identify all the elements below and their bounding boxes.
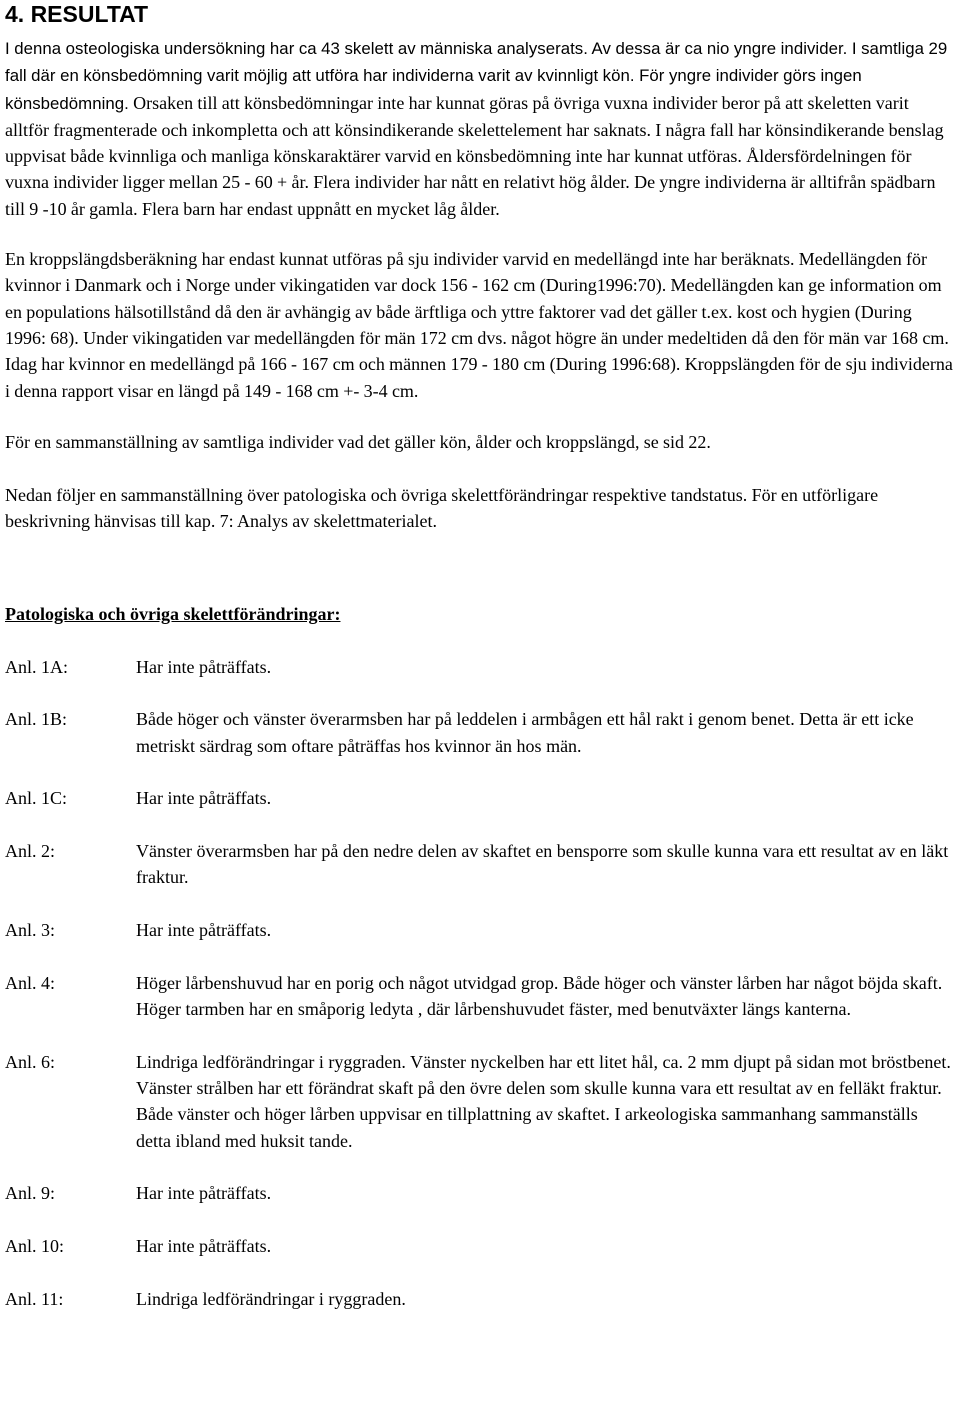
entry-text: Har inte påträffats. — [136, 656, 272, 677]
entry-label: Anl. 9: — [5, 1183, 56, 1204]
entry-text: Lindriga ledförändringar i ryggraden. Vänster nyckelben har ett litet hål, ca. 2 mm djupt på sidan mot bröstbenet. Vänster strålben har ett förändrat skaft på den övre delen som skulle kunna vara ett resultat av en felläkt fraktur. Både vänster och höger lårben uppvisar en tillplattning av skaftet. I arkeologiska sammanhang sammanställs detta ibland med huksit tande. — [136, 1051, 951, 1151]
entry-text: Höger lårbenshuvud har en porig och något utvidgad grop. Både höger och vänster lårben har något böjda skaft. Höger tarmben har en småporig ledyta , där lårbenshuvudet fäster, med benutväxter längs kanterna. — [136, 972, 943, 1020]
pathology-entry-anl-10 — [5, 1233, 953, 1259]
paragraph-results-continuation: Orsaken till att könsbedömningar inte har kunnat göras på övriga vuxna individer beror på att skeletten varit alltför fragmenterade och inkompletta och att könsindikerande skelettelement har saknats. I några fall har könsindikerande benslag uppvisat både kvinnliga och manliga könskaraktärer varvid en könsbedömning inte har kunnat utföras. Åldersfördelningen för vuxna individer ligger mellan 25 - 60 + år. Flera individer har nått en relativt hög ålder. De yngre individerna är alltifrån spädbarn till 9 -10 år gamla. Flera barn har endast uppnått en mycket låg ålder. — [5, 92, 944, 219]
entry-text: Har inte påträffats. — [136, 920, 272, 941]
entry-text: Lindriga ledförändringar i ryggraden. — [136, 1288, 406, 1309]
pathology-entry-anl-3 — [5, 917, 953, 943]
entry-label: Anl. 11: — [5, 1288, 64, 1309]
entry-label: Anl. 10: — [5, 1236, 65, 1257]
pathology-entry-anl-4 — [5, 970, 953, 1023]
pathology-entry-anl-9 — [5, 1180, 953, 1206]
entry-label: Anl. 4: — [5, 972, 56, 993]
pathology-entry-anl-1a — [5, 654, 953, 680]
entry-text: Vänster överarmsben har på den nedre delen av skaftet en bensporre som skulle kunna vara ett resultat av en läkt fraktur. — [136, 841, 949, 888]
entry-text: Har inte påträffats. — [136, 788, 272, 809]
paragraph-results-intro: I denna osteologiska undersökning har ca 43 skelett av människa analyserats. Av dessa är ca nio yngre individer. I samtliga 29 fall där en könsbedömning varit möjlig att utföra har individerna varit av kvinnligt kön. För yngre individer görs ingen könsbedömning. — [5, 39, 948, 113]
entry-label: Anl. 2: — [5, 841, 56, 862]
entry-label: Anl. 1A: — [5, 656, 68, 677]
entry-text: Har inte påträffats. — [136, 1236, 272, 1257]
pathology-section-title: Patologiska och övriga skelettförändringar: — [5, 603, 341, 624]
paragraph-results-summary — [5, 35, 953, 222]
section-heading: 4. RESULTAT — [5, 1, 149, 27]
pathology-entry-anl-1b — [5, 706, 953, 759]
entry-label: Anl. 6: — [5, 1051, 56, 1072]
paragraph-compilation-note: Nedan följer en sammanställning över patologiska och övriga skelettförändringar respektive tandstatus. För en utförligare beskrivning hänvisas till kap. 7: Analys av skelettmaterialet. — [5, 485, 879, 532]
entry-label: Anl. 1B: — [5, 709, 68, 730]
pathology-entry-anl-1c — [5, 785, 953, 811]
pathology-list — [5, 654, 953, 1312]
entry-text: Både höger och vänster överarmsben har på leddelen i armbågen ett hål rakt i genom benet. Detta är ett icke metriskt särdrag som oftare påträffas hos kvinnor än hos män. — [136, 709, 914, 756]
entry-label: Anl. 3: — [5, 920, 56, 941]
paragraph-body-height: En kroppslängdsberäkning har endast kunnat utföras på sju individer varvid en medellängd inte har beräknats. Medellängden för kvinnor i Danmark och i Norge under vikingatiden var dock 156 - 162 cm (During1996:70). Medellängden kan ge information om en populations hälsotillstånd då den är avhängig av både ärftliga och yttre faktorer vad det gäller t.ex. kost och hygien (During 1996: 68). Under vikingatiden var medellängden för män 172 cm dvs. något högre än under medeltiden då den för män var 168 cm. Idag har kvinnor en medellängd på 166 - 167 cm och männen 179 - 180 cm (During 1996:68). Kroppslängden för de sju individerna i denna rapport visar en längd på 149 - 168 cm +- 3-4 cm. — [5, 249, 953, 401]
pathology-entry-anl-2 — [5, 838, 953, 891]
pathology-entry-anl-11 — [5, 1286, 953, 1312]
pathology-entry-anl-6 — [5, 1049, 953, 1154]
entry-text: Har inte påträffats. — [136, 1183, 272, 1204]
paragraph-summary-reference: För en sammanställning av samtliga individer vad det gäller kön, ålder och kroppslängd, se sid 22. — [5, 431, 711, 452]
document-page — [5, 0, 953, 1338]
entry-label: Anl. 1C: — [5, 788, 68, 809]
